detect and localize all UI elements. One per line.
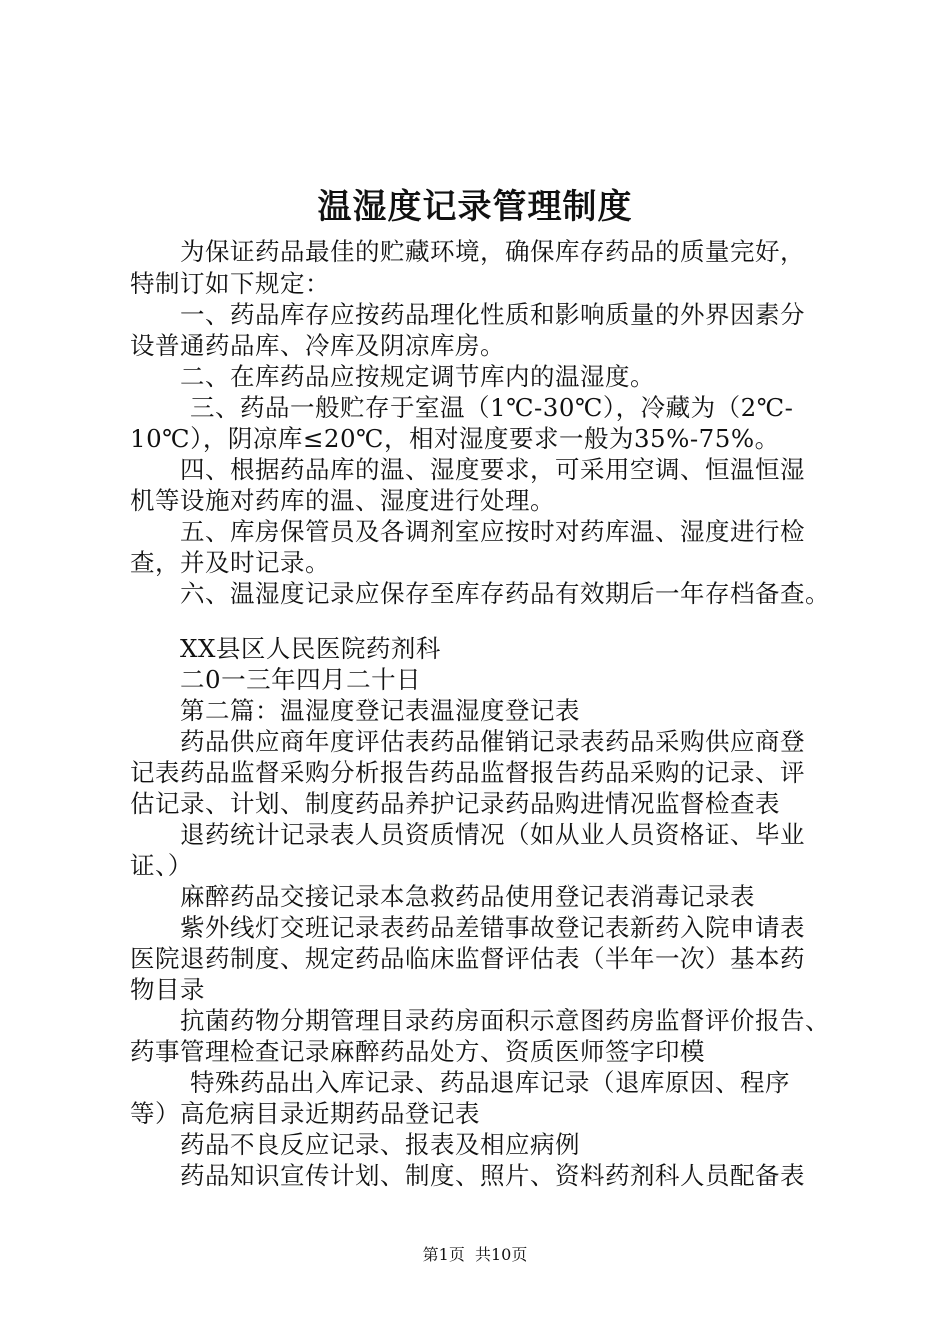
- paragraph-line: 证、）: [130, 851, 193, 880]
- paragraph-line: 药品知识宣传计划、制度、照片、资料药剂科人员配备表: [180, 1161, 805, 1190]
- document-title: 温湿度记录管理制度: [317, 187, 633, 227]
- paragraph-line: 查，并及时记录。: [130, 548, 330, 577]
- paragraph-line: 紫外线灯交班记录表药品差错事故登记表新药入院申请表: [180, 913, 805, 942]
- paragraph-line: 六、温湿度记录应保存至库存药品有效期后一年存档备查。: [180, 579, 830, 608]
- paragraph-line: 等）高危病目录近期药品登记表: [130, 1099, 480, 1128]
- date-line: 二0一三年四月二十日: [180, 665, 422, 694]
- signature-line: XX县区人民医院药剂科: [180, 634, 441, 663]
- paragraph-line: 三、药品一般贮存于室温（1℃-30℃），冷藏为（2℃-: [190, 393, 794, 422]
- page-footer: 第1页 共10页: [422, 1245, 528, 1264]
- paragraph-line: 特制订如下规定：: [130, 269, 330, 298]
- paragraph-line: 抗菌药物分期管理目录药房面积示意图药房监督评价报告、: [180, 1006, 830, 1035]
- paragraph-line: 记表药品监督采购分析报告药品监督报告药品采购的记录、评: [130, 758, 805, 787]
- paragraph-line: 特殊药品出入库记录、药品退库记录（退库原因、程序: [190, 1068, 790, 1097]
- paragraph-line: 四、根据药品库的温、湿度要求，可采用空调、恒温恒湿: [180, 455, 805, 484]
- paragraph-line: 麻醉药品交接记录本急救药品使用登记表消毒记录表: [180, 882, 755, 911]
- paragraph-line: 物目录: [130, 975, 205, 1004]
- paragraph-line: 10℃），阴凉库≤20℃，相对湿度要求一般为35%-75%。: [130, 424, 780, 453]
- paragraph-line: 药品供应商年度评估表药品催销记录表药品采购供应商登: [180, 727, 805, 756]
- section-heading: 第二篇：温湿度登记表温湿度登记表: [180, 696, 580, 725]
- paragraph-line: 一、药品库存应按药品理化性质和影响质量的外界因素分: [180, 300, 805, 329]
- paragraph-line: 药事管理检查记录麻醉药品处方、资质医师签字印模: [130, 1037, 705, 1066]
- paragraph-line: 二、在库药品应按规定调节库内的温湿度。: [180, 362, 655, 391]
- paragraph-line: 机等设施对药库的温、湿度进行处理。: [130, 486, 555, 515]
- paragraph-line: 医院退药制度、规定药品临床监督评估表（半年一次）基本药: [130, 944, 805, 973]
- paragraph-line: 药品不良反应记录、报表及相应病例: [180, 1130, 580, 1159]
- paragraph-line: 退药统计记录表人员资质情况（如从业人员资格证、毕业: [180, 820, 805, 849]
- paragraph-line: 估记录、计划、制度药品养护记录药品购进情况监督检查表: [130, 789, 780, 818]
- paragraph-line: 五、库房保管员及各调剂室应按时对药库温、湿度进行检: [180, 517, 805, 546]
- paragraph-line: 设普通药品库、冷库及阴凉库房。: [130, 331, 505, 360]
- paragraph-line: 为保证药品最佳的贮藏环境，确保库存药品的质量完好，: [180, 237, 805, 266]
